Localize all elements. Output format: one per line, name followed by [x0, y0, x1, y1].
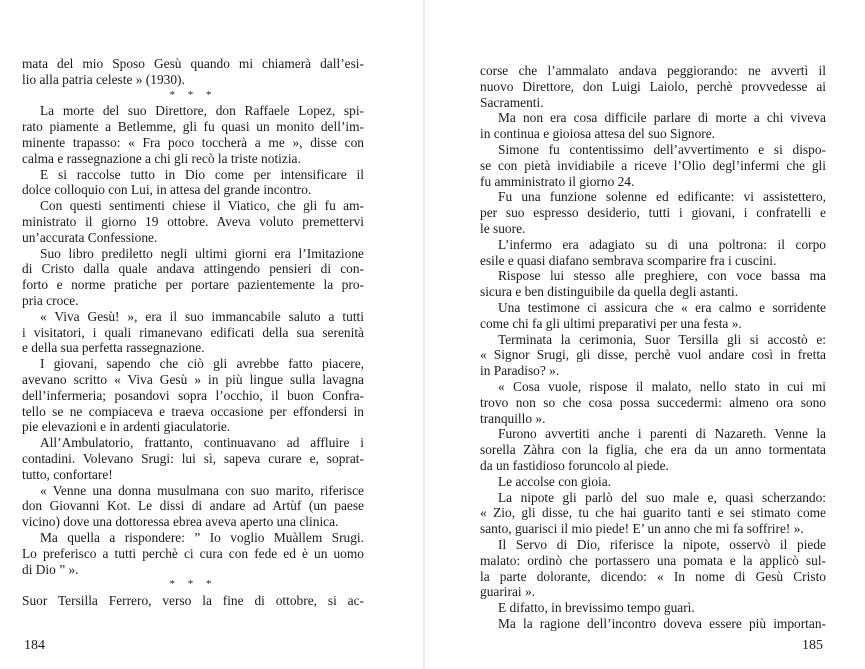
book-gutter: [423, 0, 425, 669]
left-page-text-line: mata del mio Sposo Gesù quando mi chiamerà dall’esi-: [22, 56, 364, 71]
right-page-text-line: per suo espresso desiderio, tutti i giovani, i confratelli e: [480, 205, 826, 221]
left-page-text-line: I giovani, sapendo che ciò gli avrebbe fatto piacere,: [40, 356, 364, 372]
page-number-left: 184: [24, 638, 45, 653]
left-page-text-line: lio alla patria celeste » (1930).: [22, 71, 185, 87]
left-page-text-line: contadini. Volevano Srugi: lui sì, sapeva curare e, soprat-: [22, 450, 364, 466]
right-page-text-line: nuovo Direttore, don Luigi Laiolo, perchè provvedesse ai: [480, 78, 826, 94]
left-page-text: [22, 56, 364, 609]
left-page-text-line: di Cristo dalla quale andava attingendo pensieri di con-: [22, 261, 364, 277]
right-page-text-line: come chi fa gli ultimi preparativi per una festa ».: [480, 315, 742, 331]
left-page-text-line: Con questi sentimenti chiese il Viatico, che gli fu am-: [40, 198, 364, 214]
left-page-text-line: « Viva Gesù! », era il suo immancabile saluto a tutti: [40, 308, 364, 324]
left-page-text-line: ministrato il giorno 19 ottobre. Aveva voluto premettervi: [22, 213, 364, 229]
left-page-text-line: tello se ne compiaceva e traeva occasione per effondersi in: [22, 403, 364, 419]
right-page-text-line: in continua e gioiosa attesa del suo Signore.: [480, 126, 716, 142]
right-page-text-line: malato: ordinò che portassero una pomata e la applicò sul-: [480, 552, 826, 568]
left-page: [0, 0, 420, 669]
left-page-text-line: di Dio ” ».: [22, 561, 79, 577]
right-page-text-line: E difatto, in brevissimo tempo guarì.: [498, 600, 695, 616]
section-separator: * * *: [169, 88, 217, 101]
left-page-text-line: don Giovanni Kot. Le dissi di andare ad Artùf (un paese: [22, 498, 364, 514]
left-page-text-line: E si raccolse tutto in Dio come per intensificare il: [40, 166, 364, 182]
left-page-text-line: La morte del suo Direttore, don Raffaele Lopez, spi-: [40, 103, 364, 119]
right-page-text-line: « Zio, gli disse, tu che hai guarito tanti e sei stimato come: [480, 505, 826, 521]
left-page-text-line: tutto, confortare!: [22, 466, 113, 482]
right-page-text-line: « Signor Srugi, gli disse, perchè vuol andare così in fretta: [480, 347, 826, 363]
left-page-text-line: dell’infermeria; posandovi sopra l’occhio, il buon Confra-: [22, 387, 364, 403]
right-page-text-line: fu amministrato il giorno 24.: [480, 173, 635, 189]
right-page-text-line: L’infermo era adagiato su di una poltrona: il corpo: [498, 236, 826, 252]
left-page-text-line: Ma quella a rispondere: ” Io voglio Muàllem Srugi.: [40, 529, 364, 545]
right-page-text-line: guarirai ».: [480, 584, 536, 600]
page-number-right: 185: [802, 638, 823, 653]
left-page-text-line: avevano scritto « Viva Gesù » in più lingue sulla lavagna: [22, 371, 364, 387]
right-page-text-line: Fu una funzione solenne ed edificante: vi assistettero,: [498, 189, 826, 205]
right-page-text-line: esile e quasi diafano sembrava scomparire fra i cuscini.: [480, 252, 777, 268]
right-page-text-line: santo, guarisci il mio piede! E’ un anno che mi fa soffrire! ».: [480, 521, 804, 537]
left-page-text-line: un’accurata Confessione.: [22, 229, 158, 245]
left-page-text-line: vicino) dove una dottoressa ebrea aveva aperto una clinica.: [22, 514, 339, 530]
right-page-text-line: Simone fu contentissimo dell’avvertimento e si dispo-: [498, 141, 826, 157]
right-page-text-line: Terminata la cerimonia, Suor Tersilla gli si accostò e:: [498, 331, 826, 347]
left-page-text-line: minente trapasso: « Fra poco toccherà a me », disse con: [22, 134, 364, 150]
right-page-text-line: tranquillo ».: [480, 410, 546, 426]
left-page-text-line: Lo preferisco a tutti perchè ci cura con fede ed è un uomo: [22, 545, 364, 561]
left-page-text-line: dolce colloquio con Lui, in attesa del grande incontro.: [22, 182, 312, 198]
left-page-text-line: e della sua perfetta rassegnazione.: [22, 340, 205, 356]
left-page-text-line: « Venne una donna musulmana con suo marito, riferisce: [40, 482, 364, 498]
right-page-text-line: « Cosa vuole, rispose il malato, nello stato in cui mi: [498, 378, 826, 394]
left-page-text-line: All’Ambulatorio, frattanto, continuavano ad affluire i: [40, 435, 364, 451]
right-page-text-line: Furono avvertiti anche i parenti di Nazareth. Venne la: [498, 426, 826, 442]
left-page-text-line: pria croce.: [22, 292, 79, 308]
left-page-text-line: Suo libro prediletto negli ultimi giorni era l’Imitazione: [40, 245, 364, 261]
right-page-text-line: le suore.: [480, 220, 526, 236]
left-page-text-line: Suor Tersilla Ferrero, verso la fine di ottobre, si ac-: [22, 593, 364, 609]
right-page-text: [480, 63, 826, 632]
right-page-text-line: trovo non so che cosa possa succedermi: almeno ora sono: [480, 394, 826, 410]
left-page-text-line: rato piamente a Betlemme, gli fu quasi un monito dell’im-: [22, 119, 364, 135]
section-separator: * * *: [169, 578, 217, 591]
right-page-text-line: in Paradiso? ».: [480, 363, 560, 379]
right-page-text-line: Il Servo di Dio, riferisce la nipote, osservò il piede: [498, 536, 826, 552]
right-page-text-line: corse che l’ammalato andava peggiorando: ne avvertì il: [480, 63, 826, 78]
right-page-text-line: Rispose lui stesso alle preghiere, con voce bassa ma: [498, 268, 826, 284]
right-page-text-line: La nipote gli parlò del suo male e, quasi scherzando:: [498, 489, 826, 505]
right-page-text-line: sorella Zàhra con la figlia, che era da un anno tormentata: [480, 442, 826, 458]
left-page-text-line: pie elevazioni e in ardenti giaculatorie.: [22, 419, 231, 435]
right-page-text-line: se con pietà invidiabile a riceve l’Olio degl’infermi che gli: [480, 157, 826, 173]
right-page: [432, 0, 865, 669]
left-page-text-line: calma e rassegnazione a chi gli recò la triste notizia.: [22, 150, 301, 166]
right-page-text-line: Ma non era cosa difficile parlare di morte a chi viveva: [498, 110, 826, 126]
right-page-text-line: da un fastidioso foruncolo al piede.: [480, 457, 669, 473]
right-page-text-line: Ma la ragione dell’incontro doveva essere più importan-: [498, 615, 826, 631]
right-page-text-line: Una testimone ci assicura che « era calmo e sorridente: [498, 299, 826, 315]
right-page-text-line: sicura e ben distinguibile da quella degli astanti.: [480, 284, 739, 300]
right-page-text-line: Sacramenti.: [480, 94, 544, 110]
left-page-text-line: forto e norme pratiche per portare pazientemente la pro-: [22, 277, 364, 293]
left-page-text-line: i visitatori, i quali rimanevano edificati della sua serenità: [22, 324, 364, 340]
right-page-text-line: la parte dolorante, dicendo: « In nome di Gesù Cristo: [480, 568, 826, 584]
right-page-text-line: Le accolse con gioia.: [498, 473, 612, 489]
